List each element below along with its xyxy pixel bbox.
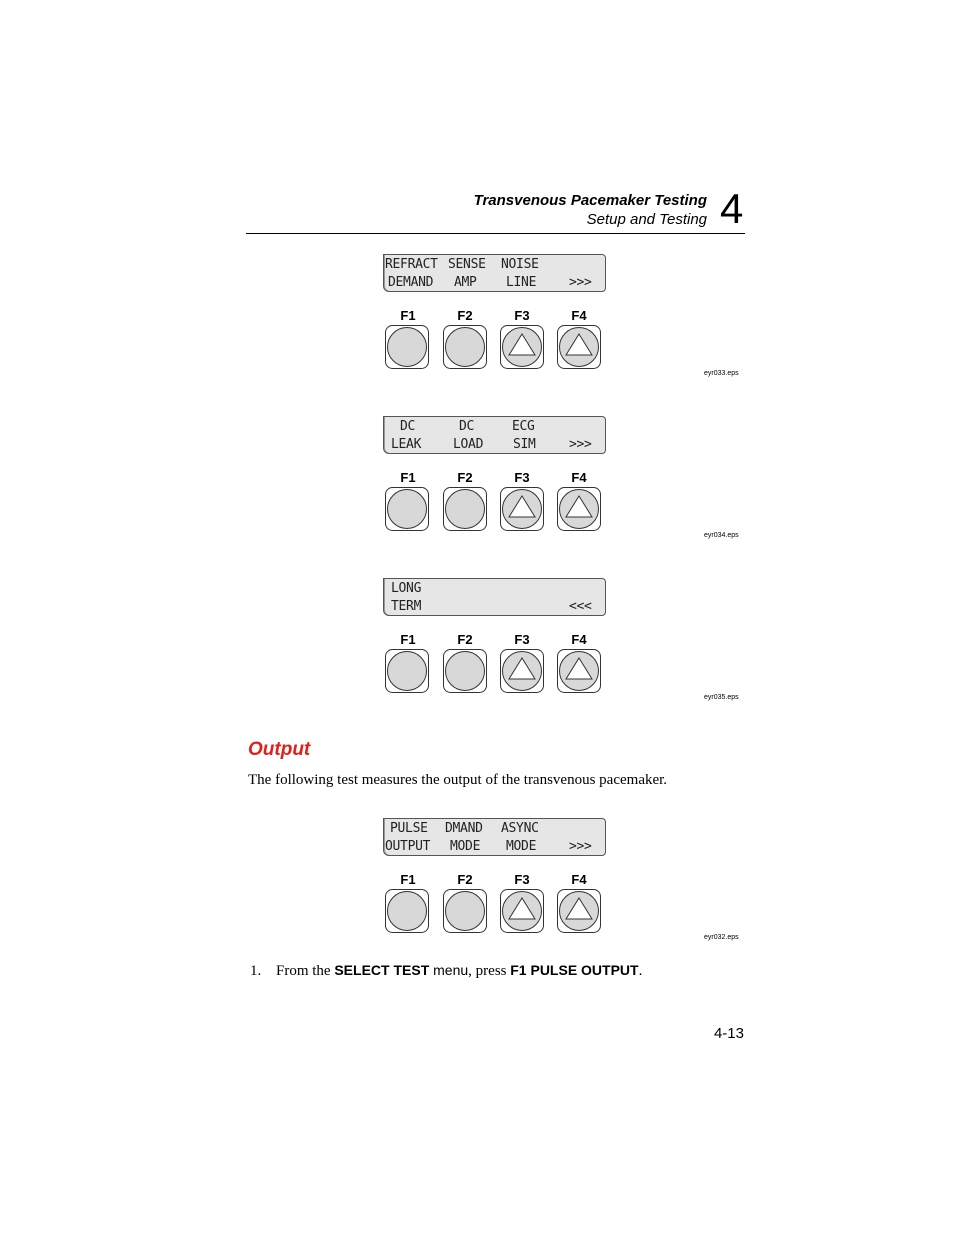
chapter-number: 4	[720, 185, 744, 232]
key-label-f4: F4	[571, 872, 587, 887]
header-rule	[246, 233, 745, 234]
f1-button[interactable]	[385, 649, 429, 693]
lcd-label: DEMAND	[388, 275, 434, 290]
f1-button[interactable]	[385, 889, 429, 933]
lcd-display	[383, 254, 606, 292]
lcd-label: DC	[400, 419, 416, 434]
lcd-label: PULSE	[390, 821, 428, 836]
f2-button[interactable]	[443, 649, 487, 693]
lcd-label: SIM	[513, 437, 536, 452]
figure-eyr034	[383, 416, 743, 546]
figure-caption: eyr032.eps	[704, 934, 739, 941]
lcd-label: DMAND	[445, 821, 483, 836]
lcd-label: DC	[459, 419, 475, 434]
f2-button[interactable]	[443, 487, 487, 531]
key-label-f3: F3	[514, 308, 530, 323]
step-text: From the	[276, 963, 335, 979]
key-label-f4: F4	[571, 632, 587, 647]
lcd-label: NOISE	[501, 257, 539, 272]
lcd-label: SENSE	[448, 257, 486, 272]
body-paragraph: The following test measures the output of the transvenous pacemaker.	[248, 772, 668, 788]
figure-eyr032	[383, 818, 743, 948]
menu-name: SELECT TEST	[334, 962, 430, 978]
lcd-label: AMP	[454, 275, 477, 290]
lcd-label: MODE	[506, 839, 537, 854]
key-name: F1 PULSE OUTPUT	[510, 962, 639, 978]
step-text: , press	[468, 963, 511, 979]
f2-button[interactable]	[443, 889, 487, 933]
lcd-label: LOAD	[453, 437, 484, 452]
lcd-label: LONG	[391, 581, 422, 596]
key-label-f4: F4	[571, 308, 587, 323]
key-label-f2: F2	[457, 632, 473, 647]
section-title: Output	[248, 739, 311, 760]
lcd-display	[383, 818, 606, 856]
f4-button[interactable]	[557, 487, 601, 531]
key-label-f1: F1	[400, 872, 416, 887]
f3-button[interactable]	[500, 889, 544, 933]
key-label-f3: F3	[514, 470, 530, 485]
figure-caption: eyr035.eps	[704, 694, 739, 701]
lcd-label: <<<	[569, 599, 592, 614]
lcd-label: OUTPUT	[385, 839, 431, 854]
key-label-f1: F1	[400, 470, 416, 485]
f1-button[interactable]	[385, 487, 429, 531]
lcd-label: >>>	[569, 437, 592, 452]
lcd-label: ECG	[512, 419, 535, 434]
f1-button[interactable]	[385, 325, 429, 369]
running-header-subtitle: Setup and Testing	[586, 211, 707, 228]
f4-button[interactable]	[557, 325, 601, 369]
f4-button[interactable]	[557, 649, 601, 693]
figure-eyr035	[383, 578, 743, 708]
lcd-display	[383, 416, 606, 454]
f2-button[interactable]	[443, 325, 487, 369]
key-label-f1: F1	[400, 308, 416, 323]
lcd-label: LINE	[506, 275, 537, 290]
key-label-f4: F4	[571, 470, 587, 485]
step-text: .	[638, 963, 643, 979]
lcd-label: >>>	[569, 275, 592, 290]
figure-caption: eyr034.eps	[704, 532, 739, 539]
lcd-display	[383, 578, 606, 616]
key-label-f1: F1	[400, 632, 416, 647]
key-label-f2: F2	[457, 308, 473, 323]
page-number: 4-13	[713, 1025, 744, 1042]
lcd-label: ASYNC	[501, 821, 539, 836]
lcd-label: LEAK	[391, 437, 422, 452]
f3-button[interactable]	[500, 649, 544, 693]
step-1	[250, 962, 642, 980]
f4-button[interactable]	[557, 889, 601, 933]
f3-button[interactable]	[500, 325, 544, 369]
lcd-label: REFRACT	[385, 257, 438, 272]
running-header-title: Transvenous Pacemaker Testing	[473, 192, 707, 209]
key-label-f2: F2	[457, 872, 473, 887]
lcd-label: >>>	[569, 839, 592, 854]
step-number: 1.	[250, 963, 262, 979]
lcd-label: MODE	[450, 839, 481, 854]
lcd-label: TERM	[391, 599, 422, 614]
key-label-f3: F3	[514, 632, 530, 647]
f3-button[interactable]	[500, 487, 544, 531]
key-label-f3: F3	[514, 872, 530, 887]
key-label-f2: F2	[457, 470, 473, 485]
figure-caption: eyr033.eps	[704, 370, 739, 377]
menu-word: menu	[429, 962, 469, 978]
figure-eyr033	[383, 254, 743, 384]
